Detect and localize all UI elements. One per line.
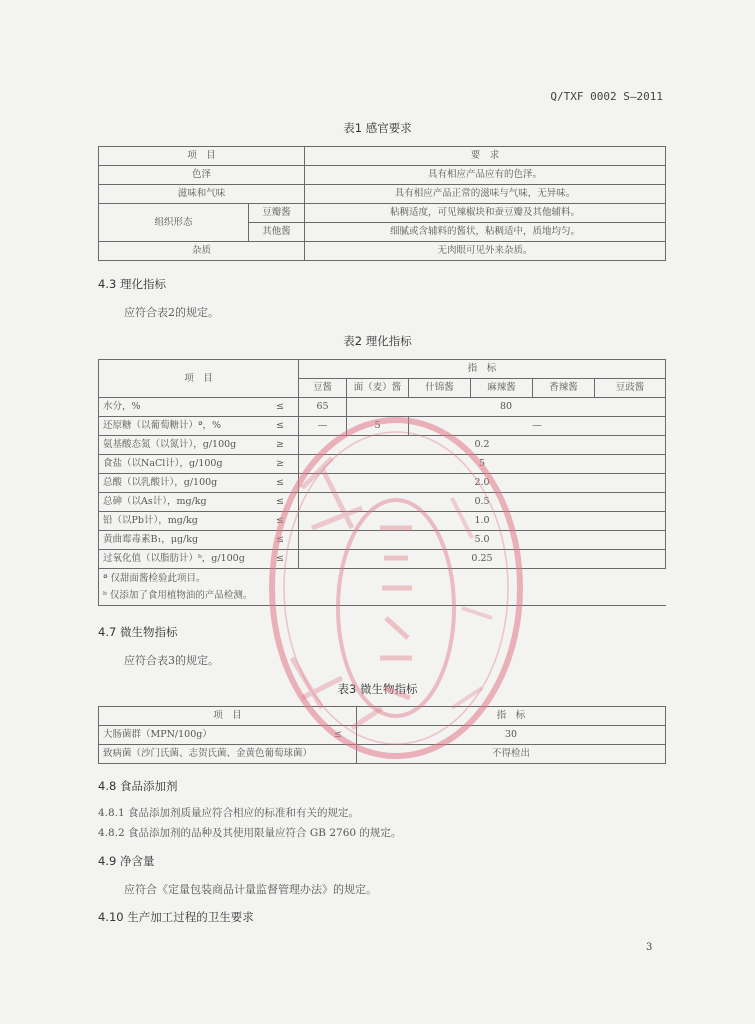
item-label: 大肠菌群（MPN/100g） bbox=[103, 729, 212, 740]
table-header-cell: 指 标 bbox=[299, 360, 666, 379]
item-label: 水分，% bbox=[103, 401, 141, 412]
item-label: 总砷（以As计），mg/kg bbox=[103, 496, 207, 507]
table-header-row bbox=[99, 707, 666, 726]
section-text: 应符合表2的规定。 bbox=[124, 306, 219, 319]
sign: ≤ bbox=[276, 401, 284, 412]
table-row bbox=[99, 531, 666, 550]
section-title: 4.7 微生物指标 bbox=[98, 625, 178, 639]
table-cell bbox=[99, 455, 299, 474]
table-note-row bbox=[99, 569, 666, 606]
table-cell: 无肉眼可见外来杂质。 bbox=[305, 242, 666, 261]
table-cell bbox=[99, 398, 299, 417]
table-cell: — bbox=[409, 417, 666, 436]
table-cell: — bbox=[299, 417, 347, 436]
table-header-cell: 豆豉酱 bbox=[595, 379, 666, 398]
sign: ≤ bbox=[334, 729, 342, 740]
table3-microbiological bbox=[98, 706, 666, 764]
table-note: ᵇ 仅添加了食用植物油的产品检测。 bbox=[103, 590, 253, 601]
item-label: 食盐（以NaCl计），g/100g bbox=[103, 458, 223, 469]
sign: ≤ bbox=[276, 515, 284, 526]
table-cell: 细腻或含辅料的酱状，粘稠适中，质地均匀。 bbox=[305, 223, 666, 242]
table-row bbox=[99, 726, 666, 745]
sign: ≤ bbox=[276, 420, 284, 431]
table-row bbox=[99, 474, 666, 493]
table-cell bbox=[99, 417, 299, 436]
table3-caption: 表3 微生物指标 bbox=[337, 682, 418, 696]
table-cell: 豆瓣酱 bbox=[249, 204, 305, 223]
table-row bbox=[99, 493, 666, 512]
table-row bbox=[99, 512, 666, 531]
sign: ≤ bbox=[276, 534, 284, 545]
table-cell: 0.5 bbox=[299, 493, 666, 512]
table-header-cell: 要 求 bbox=[305, 147, 666, 166]
table-cell: 5 bbox=[347, 417, 409, 436]
table-cell: 2.0 bbox=[299, 474, 666, 493]
section-title: 4.3 理化指标 bbox=[98, 277, 166, 291]
table-row bbox=[99, 398, 666, 417]
item-label: 氨基酸态氮（以氮计），g/100g bbox=[103, 439, 237, 450]
table-header-cell: 面（麦）酱 bbox=[347, 379, 409, 398]
clause-text: 4.8.1 食品添加剂质量应符合相应的标准和有关的规定。 bbox=[98, 807, 360, 819]
sign: ≥ bbox=[276, 458, 284, 469]
table-cell: 具有相应产品应有的色泽。 bbox=[305, 166, 666, 185]
table-note: ª 仅甜面酱检验此项目。 bbox=[103, 573, 206, 584]
table-row bbox=[99, 185, 666, 204]
table-cell: 滋味和气味 bbox=[99, 185, 305, 204]
table-cell: 5 bbox=[299, 455, 666, 474]
item-label: 铅（以Pb计），mg/kg bbox=[103, 515, 198, 526]
table-cell: 0.25 bbox=[299, 550, 666, 569]
table-row bbox=[99, 242, 666, 261]
table-cell: 65 bbox=[299, 398, 347, 417]
sign: ≤ bbox=[276, 477, 284, 488]
item-label: 黄曲霉毒素B₁，μg/kg bbox=[103, 534, 199, 545]
table-header-cell: 项 目 bbox=[99, 147, 305, 166]
table-cell: 0.2 bbox=[299, 436, 666, 455]
table-header-cell: 什锦酱 bbox=[409, 379, 471, 398]
table-cell bbox=[99, 474, 299, 493]
table-cell bbox=[99, 436, 299, 455]
table-cell: 不得检出 bbox=[357, 745, 666, 764]
table-cell: 30 bbox=[357, 726, 666, 745]
table-cell bbox=[99, 550, 299, 569]
table-header-row bbox=[99, 147, 666, 166]
sign: ≤ bbox=[276, 496, 284, 507]
table-cell: 80 bbox=[347, 398, 666, 417]
table2-physicochemical bbox=[98, 359, 666, 606]
item-label: 还原糖（以葡萄糖计）ª，% bbox=[103, 420, 222, 431]
item-label: 过氧化值（以脂肪计）ᵇ，g/100g bbox=[103, 553, 245, 564]
table-cell bbox=[99, 726, 357, 745]
table-cell: 杂质 bbox=[99, 242, 305, 261]
table-row bbox=[99, 455, 666, 474]
table-cell bbox=[99, 493, 299, 512]
table-row bbox=[99, 436, 666, 455]
table-cell: 其他酱 bbox=[249, 223, 305, 242]
section-text: 应符合表3的规定。 bbox=[124, 654, 219, 667]
table-cell: 5.0 bbox=[299, 531, 666, 550]
clause-text: 4.8.2 食品添加剂的品种及其使用限量应符合 GB 2760 的规定。 bbox=[98, 827, 402, 839]
table1-sensory bbox=[98, 146, 666, 261]
table-header-cell: 麻辣酱 bbox=[471, 379, 533, 398]
section-title: 4.10 生产加工过程的卫生要求 bbox=[98, 910, 254, 924]
section-text: 应符合《定量包装商品计量监督管理办法》的规定。 bbox=[124, 883, 377, 896]
table-header-cell: 香辣酱 bbox=[533, 379, 595, 398]
table1-caption: 表1 感官要求 bbox=[343, 121, 412, 135]
table-cell: 组织形态 bbox=[99, 204, 249, 242]
table-row bbox=[99, 204, 666, 223]
table-notes bbox=[99, 569, 666, 606]
table-header-cell: 指 标 bbox=[357, 707, 666, 726]
item-label: 总酸（以乳酸计），g/100g bbox=[103, 477, 218, 488]
table-cell: 1.0 bbox=[299, 512, 666, 531]
section-title: 4.8 食品添加剂 bbox=[98, 779, 178, 793]
table-cell: 具有相应产品正常的滋味与气味，无异味。 bbox=[305, 185, 666, 204]
table-row bbox=[99, 166, 666, 185]
table-cell bbox=[99, 512, 299, 531]
table-row bbox=[99, 417, 666, 436]
table-row bbox=[99, 745, 666, 764]
table-header-cell: 项 目 bbox=[99, 360, 299, 398]
page-number: 3 bbox=[646, 942, 653, 953]
sign: ≤ bbox=[276, 553, 284, 564]
table2-caption: 表2 理化指标 bbox=[343, 334, 412, 348]
table-cell: 致病菌（沙门氏菌、志贺氏菌、金黄色葡萄球菌） bbox=[99, 745, 357, 764]
table-header-cell: 项 目 bbox=[99, 707, 357, 726]
section-title: 4.9 净含量 bbox=[98, 854, 155, 868]
table-header-row bbox=[99, 360, 666, 379]
table-cell: 粘稠适度，可见辣椒块和蚕豆瓣及其他辅料。 bbox=[305, 204, 666, 223]
table-row bbox=[99, 550, 666, 569]
standard-code: Q/TXF 0002 S—2011 bbox=[550, 90, 663, 103]
sign: ≥ bbox=[276, 439, 284, 450]
table-cell bbox=[99, 531, 299, 550]
table-cell: 色泽 bbox=[99, 166, 305, 185]
table-header-cell: 豆酱 bbox=[299, 379, 347, 398]
